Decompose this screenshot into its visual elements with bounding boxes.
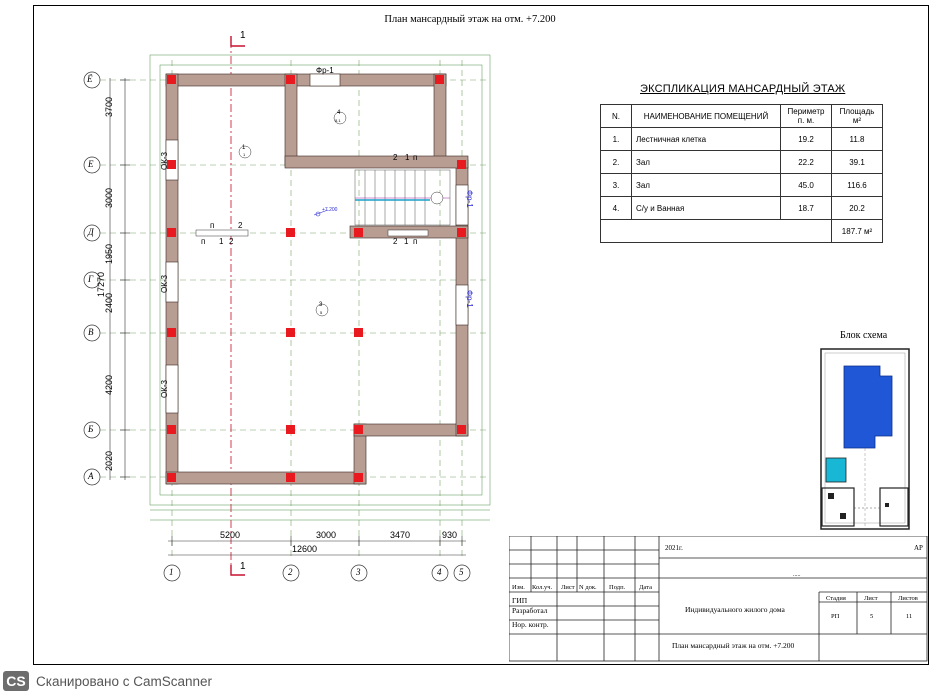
row-name: Зал <box>632 151 781 174</box>
axis-col-4: 4 <box>437 567 442 577</box>
walls <box>166 74 468 484</box>
column-axis-bubbles <box>164 565 470 581</box>
room-tag-4: 4 <box>337 110 341 116</box>
stamp-listov-label: Листов <box>898 595 918 602</box>
stamp-dots: ..... <box>793 572 801 578</box>
stair-label-2: 1 <box>405 153 410 162</box>
stamp-sheet-name: План мансардный этаж на отм. +7.200 <box>672 641 795 650</box>
axis-row-4: Г <box>88 274 94 284</box>
row-perimeter: 45.0 <box>781 174 832 197</box>
table-row <box>601 174 883 197</box>
block-scheme <box>820 348 910 530</box>
axis-row-2: Е <box>88 159 94 169</box>
header-perimeter: Периметр п. м. <box>781 105 832 128</box>
dim-left-1: 3700 <box>104 96 114 117</box>
row-name: Лестничная клетка <box>632 128 781 151</box>
header-n: N. <box>601 105 632 128</box>
dim-bottom-4: 930 <box>442 530 458 540</box>
axis-row-7: А <box>88 471 94 481</box>
stamp-list-label: Лист <box>864 595 878 602</box>
axis-col-1: 1 <box>169 567 174 577</box>
stamp-razrabotal: Разработал <box>512 606 548 615</box>
door-mark-1: Фр-1 <box>316 66 334 75</box>
row-name: С/у и Ванная <box>632 197 781 220</box>
stamp-project: Индивидуального жилого дома <box>685 605 785 614</box>
axis-row-3: Д <box>88 227 94 237</box>
row-perimeter: 19.2 <box>781 128 832 151</box>
door-mark-2: Фр-1 <box>465 190 474 208</box>
dim-bottom-total: 12600 <box>292 544 318 554</box>
stair-label-3: п <box>413 153 418 162</box>
dim-left-6: 2020 <box>104 450 114 471</box>
room-tag-4-sub: 8,1 <box>335 118 341 123</box>
explication-table <box>600 104 883 243</box>
vent-label-4: п <box>210 221 215 230</box>
axis-row-6: Б <box>88 424 94 434</box>
row-perimeter: 18.7 <box>781 197 832 220</box>
stamp-norm: Нор. контр. <box>512 620 549 629</box>
window-mark-1: ОК-3 <box>160 152 169 170</box>
dim-left-3: 1950 <box>104 243 114 264</box>
dim-bottom-1: 5200 <box>220 530 241 540</box>
row-name: Зал <box>632 174 781 197</box>
dim-left-2: 3000 <box>104 187 114 208</box>
stamp-col-ndok: N док. <box>579 584 597 591</box>
camscanner-watermark: Сканировано с CamScanner <box>36 674 213 689</box>
dim-left-4: 2400 <box>104 292 114 313</box>
window-mark-3: ОК-3 <box>160 380 169 398</box>
table-total-row <box>601 220 883 243</box>
axis-col-2: 2 <box>288 567 293 577</box>
stamp-year: 2021г. <box>665 544 683 552</box>
room-tag-1: 1 <box>242 145 246 151</box>
axis-col-5: 5 <box>459 567 464 577</box>
header-name: НАИМЕНОВАНИЕ ПОМЕЩЕНИЙ <box>632 105 781 128</box>
room-tag-3: 3 <box>319 302 323 308</box>
table-row <box>601 197 883 220</box>
dim-left-5: 4200 <box>104 374 114 395</box>
stamp-stadia: РП <box>831 613 840 620</box>
stamp-col-kol: Кол.уч. <box>532 584 553 591</box>
stair-label-4: 2 <box>393 237 398 246</box>
block-scheme-title: Блок схема <box>840 330 888 341</box>
total-area: 187.7 м² <box>832 220 883 243</box>
elevation-label: +7.200 <box>322 207 338 213</box>
stair-label-1: 2 <box>393 153 398 162</box>
room-tag-1-sub: 1 <box>243 152 246 157</box>
table-row <box>601 151 883 174</box>
stair-label-5: 1 <box>404 237 409 246</box>
door-mark-3: Фр-1 <box>465 290 474 308</box>
dim-bottom-3: 3470 <box>390 530 411 540</box>
room-tag-3-sub: 5 <box>320 310 323 315</box>
vent-label-2: 1 <box>219 237 224 246</box>
section-mark-bottom: 1 <box>240 561 246 572</box>
header-area: Площадь м² <box>832 105 883 128</box>
camscanner-logo: CS <box>3 671 29 691</box>
window-mark-2: ОК-3 <box>160 275 169 293</box>
stamp-col-izm: Изм. <box>512 584 525 591</box>
sheet-title: План мансардный этаж на отм. +7.200 <box>384 14 556 25</box>
room-tags <box>239 112 443 316</box>
row-n: 4. <box>601 197 632 220</box>
table-header-row <box>601 105 883 128</box>
vent-label-5: 2 <box>238 221 243 230</box>
stamp-code: АР <box>914 544 923 552</box>
columns <box>167 75 466 482</box>
axis-row-5: В <box>88 327 94 337</box>
table-row <box>601 128 883 151</box>
stamp-stadia-label: Стадия <box>826 595 846 602</box>
vent-label-3: 2 <box>229 237 234 246</box>
stair-label-6: п <box>413 237 418 246</box>
stamp-col-list: Лист <box>561 584 575 591</box>
row-area: 20.2 <box>832 197 883 220</box>
row-area: 116.6 <box>832 174 883 197</box>
row-n: 1. <box>601 128 632 151</box>
dim-bottom-2: 3000 <box>316 530 337 540</box>
row-perimeter: 22.2 <box>781 151 832 174</box>
section-mark-top: 1 <box>240 30 246 41</box>
stamp-list: 5 <box>870 613 874 620</box>
stamp-listov: 11 <box>906 613 913 620</box>
row-area: 39.1 <box>832 151 883 174</box>
row-area: 11.8 <box>832 128 883 151</box>
axis-row-1: Ё <box>87 74 93 84</box>
dim-left-total: 17270 <box>96 271 106 297</box>
vent-label-1: п <box>201 237 206 246</box>
stamp-gip: ГИП <box>512 596 528 605</box>
explication-title: ЭКСПЛИКАЦИЯ МАНСАРДНЫЙ ЭТАЖ <box>640 83 846 95</box>
stamp-col-podp: Подп. <box>609 584 626 591</box>
stamp-col-data: Дата <box>639 584 652 591</box>
axis-col-3: 3 <box>356 567 361 577</box>
row-n: 3. <box>601 174 632 197</box>
row-n: 2. <box>601 151 632 174</box>
